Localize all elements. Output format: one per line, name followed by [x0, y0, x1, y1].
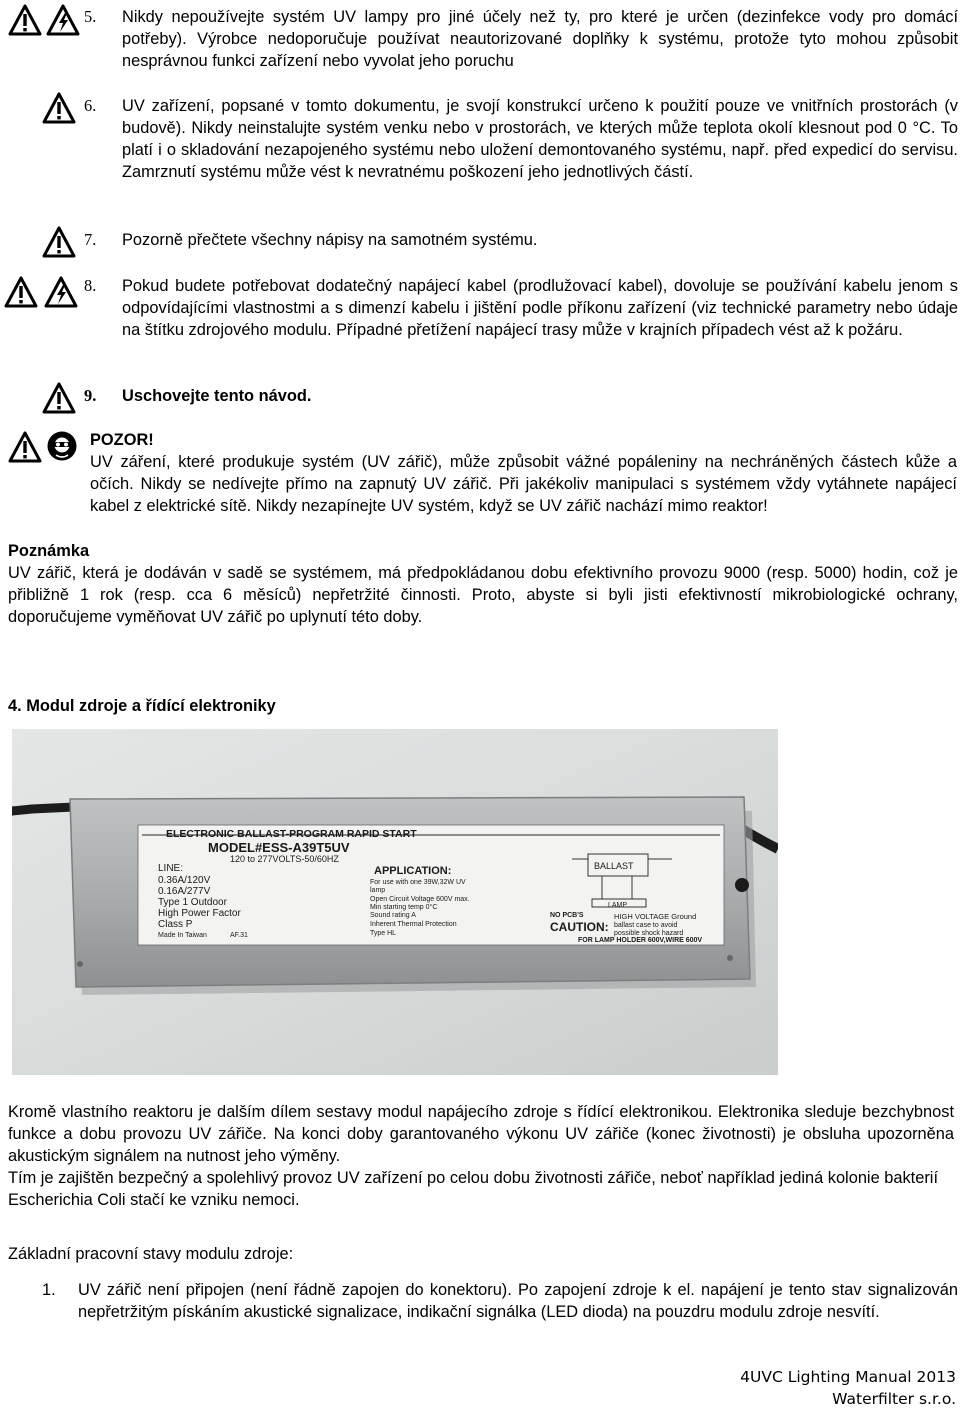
label-app-hdr: APPLICATION:	[374, 865, 452, 877]
label-a5: Inherent Thermal Protection	[370, 921, 457, 928]
label-made: Made In Taiwan	[158, 932, 207, 939]
label-l5: Class P	[158, 919, 193, 930]
safety-item-5: Nikdy nepoužívejte systém UV lampy pro jiné účely než ty, pro které je určen (dezinfekce vody pro domácí potřeby). Výrobce nedoporučuje používat neautorizované doplňky k systému, protože tyto mohou způsobit nesprávnou funkci zařízení nebo vyvolat jeho poruchu	[122, 8, 958, 70]
safety-item-7: Pozorně přečtete všechny nápisy na samotném systému.	[122, 231, 538, 249]
electric-hazard-icon	[46, 4, 80, 36]
item-number: 6.	[84, 96, 97, 115]
label-hv1: HIGH VOLTAGE Ground	[614, 912, 697, 921]
state-number: 1.	[42, 1281, 56, 1299]
label-hv2: ballast case to avoid	[614, 922, 678, 929]
label-caution: CAUTION:	[550, 920, 609, 934]
label-hv4: FOR LAMP HOLDER 600V,WIRE 600V	[578, 937, 703, 944]
label-ballast: BALLAST	[594, 861, 634, 871]
label-code: AF.31	[230, 932, 248, 939]
warning-icon	[42, 226, 76, 258]
label-a3: Min starting temp 0°C	[370, 904, 438, 911]
footer-manual-title: 4UVC Lighting Manual 2013	[740, 1368, 956, 1386]
safety-item-9: Uschovejte tento návod.	[122, 387, 312, 405]
warning-icon	[42, 92, 76, 124]
warning-icon	[8, 431, 42, 463]
warning-icon	[8, 4, 42, 36]
item-number: 9.	[84, 386, 97, 405]
warning-icon	[42, 382, 76, 414]
note-title: Poznámka	[8, 542, 90, 560]
label-l2: 0.16A/277V	[158, 886, 211, 897]
label-l4: High Power Factor	[158, 908, 241, 919]
label-l1: 0.36A/120V	[158, 875, 211, 886]
label-a1: For use with one 39W,32W UV	[370, 879, 466, 886]
label-line-hdr: LINE:	[158, 863, 184, 874]
section-heading: 4. Modul zdroje a řídící elektroniky	[8, 697, 276, 715]
label-volts: 120 to 277VOLTS-50/60HZ	[230, 854, 339, 864]
paragraph-module-description: Kromě vlastního reaktoru je dalším dílem sestavy modul napájecího zdroje s řídící elektronikou. Elektronika sleduje bezchybnost funkce a dobu provozu UV zářiče. Na konci doby garantovaného výkonu UV zářiče (konec životnosti) je obsluha upozorněna akustickým signálem na nutnost jeho výměny.	[8, 1103, 954, 1165]
item-number: 5.	[84, 7, 97, 26]
item-number: 8.	[84, 276, 97, 295]
warning-text: UV záření, které produkuje systém (UV zářič), může způsobit vážné popáleniny na nechráněných částech kůže a očích. Nikdy se nedívejte přímo na zapnutý UV zářič. Při jakékoliv manipulaci s systémem vždy vytáhnete napájecí kabel z elektrické sítě. Nikdy nezapínejte UV systém, když se UV zářič nachází mimo reaktor!	[90, 453, 957, 515]
paragraph-safety: Tím je zajištěn bezpečný a spolehlivý provoz UV zařízení po celou dobu životnosti zářiče, neboť například jediná kolonie bakterií Escherichia Coli stačí ke vzniku nemoci.	[8, 1169, 938, 1209]
safety-item-8: Pokud budete potřebovat dodatečný napájecí kabel (prodlužovací kabel), dovoluje se používání kabelu jenom s odpovídajícími vlastnostmi a s dimenzí kabelu i jištění podle příkonu zařízení (viz technické parametry nebo údaje na štítku zdrojového modulu. Případné přetížení napájecí trasy může v krajních případech vést až k požáru.	[122, 277, 958, 339]
label-a1b: lamp	[370, 887, 386, 894]
electric-hazard-icon	[44, 276, 78, 308]
state-1: UV zářič není připojen (není řádně zapojen do konektoru). Po zapojení zdroje k el. napájení je tento stav signalizován nepřetržitým pískáním akustické signalizace, indikační signálka (LED dioda) na pouzdru modulu zdroje nesvítí.	[78, 1281, 958, 1321]
label-model: MODEL#ESS-A39T5UV	[208, 840, 350, 855]
ballast-module-photo	[12, 729, 778, 1075]
label-lamp: LAMP	[608, 902, 628, 909]
warning-icon	[4, 276, 38, 308]
warning-title: POZOR!	[90, 431, 154, 449]
states-heading: Základní pracovní stavy modulu zdroje:	[8, 1245, 294, 1263]
label-a6: Type HL	[370, 930, 397, 937]
item-number: 7.	[84, 230, 97, 249]
label-nopcb: NO PCB'S	[550, 912, 584, 919]
label-l3: Type 1 Outdoor	[158, 897, 227, 908]
eye-protection-icon	[46, 430, 78, 462]
footer-company: Waterfilter s.r.o.	[832, 1390, 956, 1408]
label-a4: Sound rating A	[370, 912, 416, 919]
label-a2: Open Circuit Voltage 600V max.	[370, 896, 470, 903]
label-line1: ELECTRONIC BALLAST-PROGRAM RAPID START	[166, 828, 417, 840]
safety-item-6: UV zařízení, popsané v tomto dokumentu, je svojí konstrukcí určeno k použití pouze ve vnitřních prostorách (v budově). Nikdy neinstalujte systém venku nebo v prostorách, ve kterých může teplota okolí klesnout pod 0 °C. To platí i o skladování nezapojeného systému nebo uložení demontovaného systému, např. před expedicí do servisu. Zamrznutí systému může vést k nevratnému poškození jeho jednotlivých částí.	[122, 97, 958, 181]
label-hv3: possible shock hazard	[614, 930, 684, 937]
note-text: UV zářič, která je dodáván v sadě se systémem, má předpokládanou dobu efektivního provozu 9000 (resp. 5000) hodin, což je přibližně 1 rok (resp. cca 6 měsíců) nepřetržité činnosti. Proto, abyste si byli jisti efektivností mikrobiologické ochrany, doporučujeme vyměňovat UV zářič po uplynutí této doby.	[8, 564, 958, 626]
